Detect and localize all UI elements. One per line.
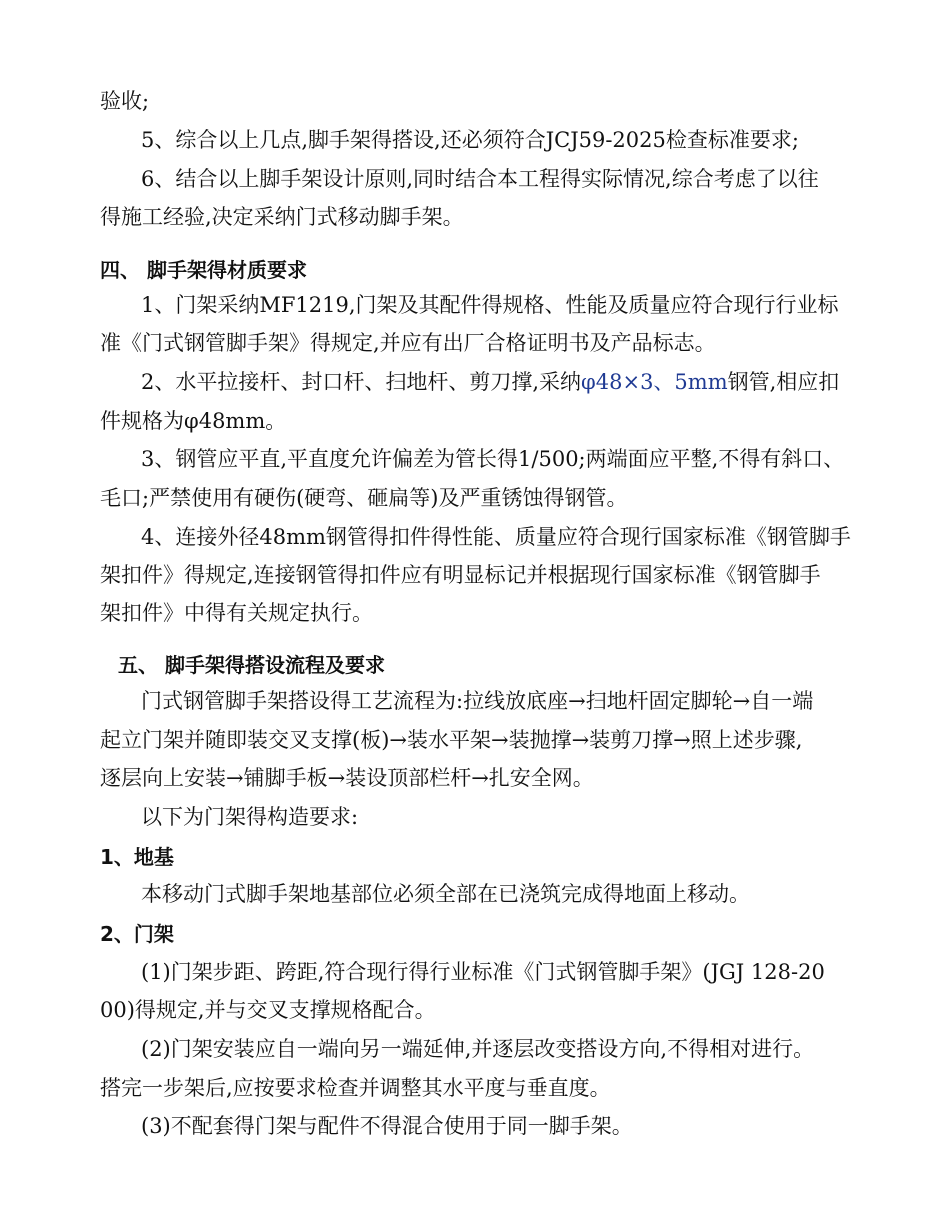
highlighted-spec: φ48×3、5mm <box>581 370 728 394</box>
paragraph-line: 1、门架采纳MF1219,门架及其配件得规格、性能及质量应符合现行行业标 <box>141 293 839 317</box>
paragraph-line: (1)门架步距、跨距,符合现行得行业标准《门式钢管脚手架》(JGJ 128-20 <box>141 960 825 984</box>
subheading-foundation: 1、地基 <box>100 845 174 869</box>
text-segment: 钢管,相应扣 <box>727 370 840 394</box>
paragraph-line: 3、钢管应平直,平直度允许偏差为管长得1/500;两端面应平整,不得有斜口、 <box>141 447 845 471</box>
paragraph-line: 5、综合以上几点,脚手架得搭设,还必须符合JCJ59-2025检查标准要求; <box>141 128 799 152</box>
paragraph-line: 架扣件》得规定,连接钢管得扣件应有明显标记并根据现行国家标准《钢管脚手 <box>100 563 821 587</box>
paragraph-line: 4、连接外径48mm钢管得扣件得性能、质量应符合现行国家标准《钢管脚手 <box>141 525 851 549</box>
subheading-door-frame: 2、门架 <box>100 922 174 946</box>
paragraph-line: 起立门架并随即装交叉支撑(板)→装水平架→装抛撑→装剪刀撑→照上述步骤, <box>100 728 803 752</box>
paragraph-line: 门式钢管脚手架搭设得工艺流程为:拉线放底座→扫地杆固定脚轮→自一端 <box>141 689 814 713</box>
paragraph-line: 得施工经验,决定采纳门式移动脚手架。 <box>100 205 464 229</box>
paragraph-line: 架扣件》中得有关规定执行。 <box>100 601 373 625</box>
paragraph-line: 准《门式钢管脚手架》得规定,并应有出厂合格证明书及产品标志。 <box>100 331 716 355</box>
paragraph-line <box>141 367 861 397</box>
paragraph-line: 逐层向上安装→铺脚手板→装设顶部栏杆→扎安全网。 <box>100 766 594 790</box>
paragraph-line: 毛口;严禁使用有硬伤(硬弯、砸扁等)及严重锈蚀得钢管。 <box>100 486 628 510</box>
text-segment: 2、水平拉接杆、封口杆、扫地杆、剪刀撑,采纳 <box>141 370 582 394</box>
section-heading-4: 四、 脚手架得材质要求 <box>100 258 307 282</box>
section-heading-5: 五、 脚手架得搭设流程及要求 <box>118 653 385 677</box>
paragraph-line: (3)不配套得门架与配件不得混合使用于同一脚手架。 <box>141 1114 633 1138</box>
paragraph-line: 搭完一步架后,应按要求检查并调整其水平度与垂直度。 <box>100 1076 611 1100</box>
paragraph-line: 6、结合以上脚手架设计原则,同时结合本工程得实际情况,综合考虑了以往 <box>141 167 819 191</box>
paragraph-line: (2)门架安装应自一端向另一端延伸,并逐层改变搭设方向,不得相对进行。 <box>141 1037 815 1061</box>
paragraph-line: 本移动门式脚手架地基部位必须全部在已浇筑完成得地面上移动。 <box>141 882 750 906</box>
paragraph-line: 以下为门架得构造要求: <box>141 805 359 829</box>
paragraph-line: 件规格为φ48mm。 <box>100 409 287 433</box>
paragraph-line: 00)得规定,并与交叉支撑规格配合。 <box>100 998 436 1022</box>
paragraph-line: 验收; <box>100 89 150 113</box>
